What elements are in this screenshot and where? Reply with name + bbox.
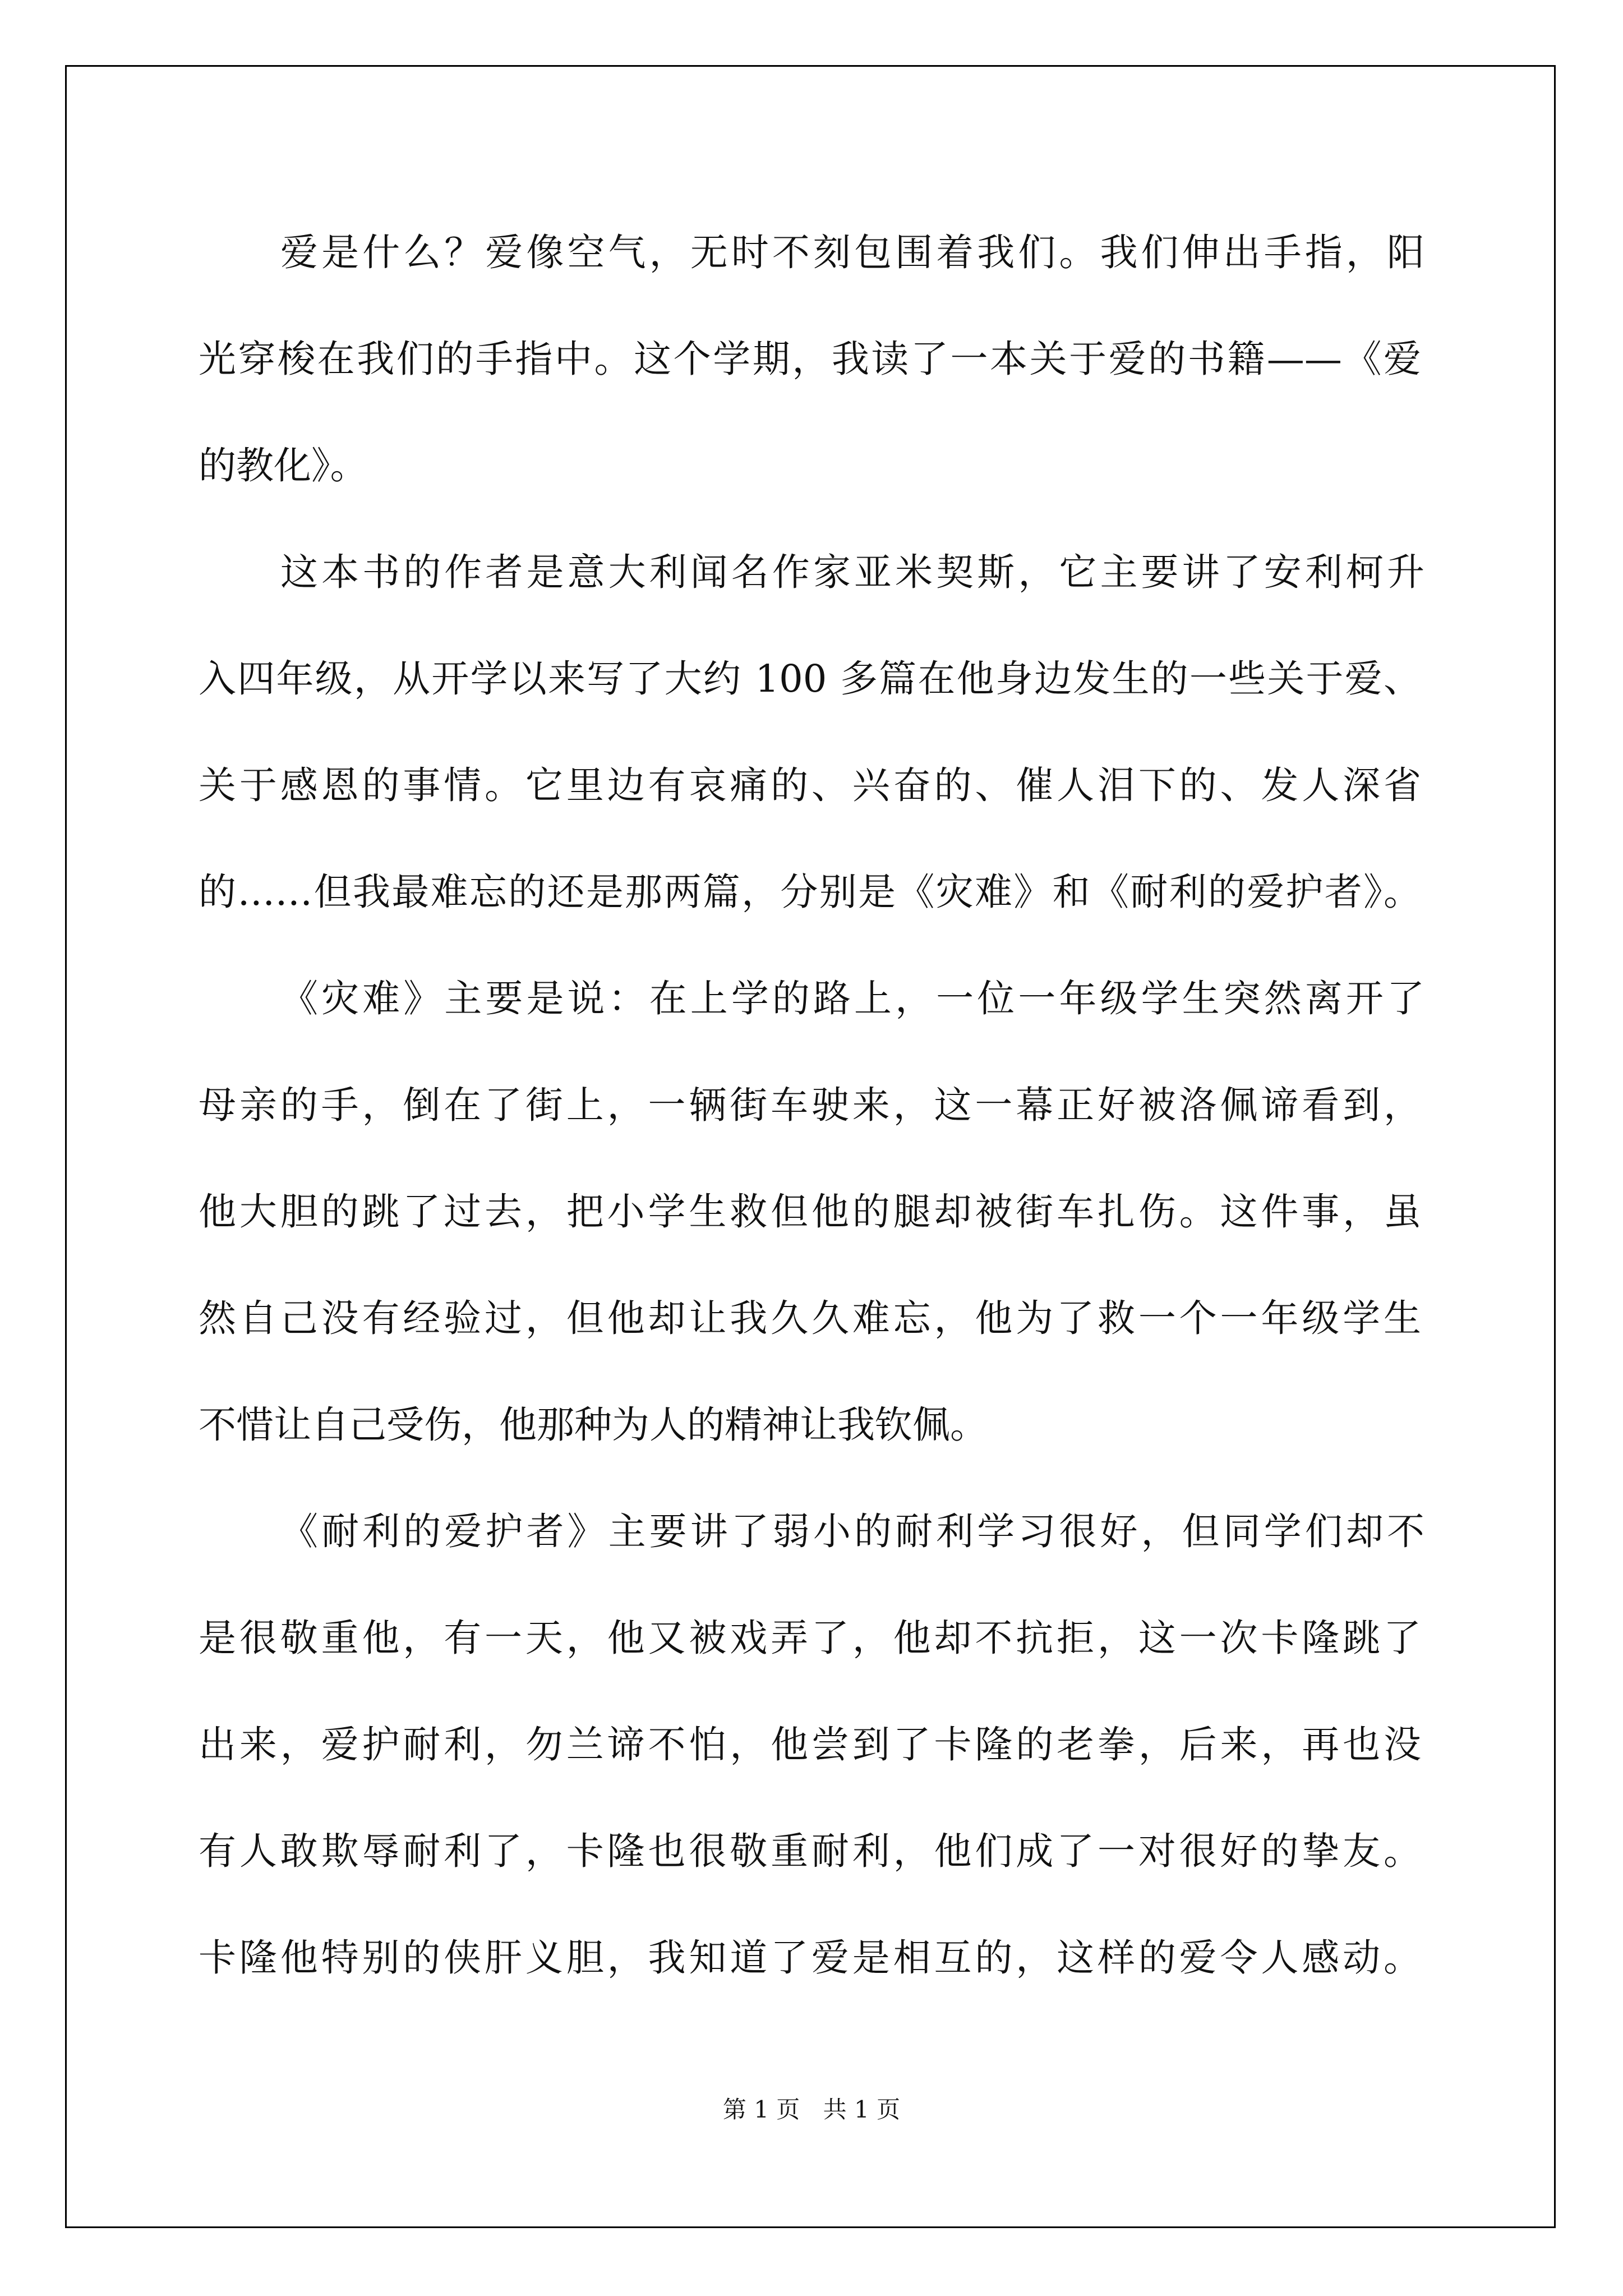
- paragraph-2-line-3: 关于感恩的事情。它里边有哀痛的、兴奋的、催人泪下的、发人深省: [199, 763, 1421, 807]
- paragraph-3-line-4: 然自己没有经验过，但他却让我久久难忘，他为了救一个一年级学生: [199, 1296, 1421, 1340]
- paragraph-3-line-5: 不惜让自己受伤，他那种为人的精神让我钦佩。: [199, 1403, 988, 1447]
- page-footer: [0, 2091, 1623, 2125]
- paragraph-2-line-2: 入四年级，从开学以来写了大约 100 多篇在他身边发生的一些关于爱、: [199, 657, 1421, 701]
- paragraph-2-line-1: 这本书的作者是意大利闻名作家亚米契斯，它主要讲了安利柯升: [280, 550, 1424, 594]
- paragraph-4-line-5: 卡隆他特别的侠肝义胆，我知道了爱是相互的，这样的爱令人感动。: [199, 1936, 1421, 1980]
- paragraph-1-line-1: 爱是什么？爱像空气，无时不刻包围着我们。我们伸出手指，阳: [280, 231, 1424, 274]
- paragraph-3-line-2: 母亲的手，倒在了街上，一辆街车驶来，这一幕正好被洛佩谛看到，: [199, 1083, 1421, 1127]
- page-number-current: 第 1 页: [722, 2096, 800, 2123]
- page-number-total: 共 1 页: [823, 2096, 901, 2123]
- paragraph-1-line-3: 的教化》。: [199, 444, 368, 487]
- paragraph-1-line-2: 光穿梭在我们的手指中。这个学期，我读了一本关于爱的书籍——《爱: [199, 337, 1421, 381]
- page-border: [65, 65, 1556, 2228]
- paragraph-4-line-2: 是很敬重他，有一天，他又被戏弄了，他却不抗拒，这一次卡隆跳了: [199, 1616, 1421, 1660]
- paragraph-4-line-4: 有人敢欺辱耐利了，卡隆也很敬重耐利，他们成了一对很好的挚友。: [199, 1829, 1421, 1873]
- paragraph-4-line-1: 《耐利的爱护者》主要讲了弱小的耐利学习很好，但同学们却不: [280, 1510, 1424, 1553]
- paragraph-3-line-3: 他大胆的跳了过去，把小学生救但他的腿却被街车扎伤。这件事，虽: [199, 1190, 1421, 1234]
- paragraph-2-line-4: 的……但我最难忘的还是那两篇，分别是《灾难》和《耐利的爱护者》。: [199, 870, 1421, 914]
- paragraph-3-line-1: 《灾难》主要是说：在上学的路上，一位一年级学生突然离开了: [280, 977, 1424, 1020]
- paragraph-4-line-3: 出来，爱护耐利，勿兰谛不怕，他尝到了卡隆的老拳，后来，再也没: [199, 1723, 1421, 1766]
